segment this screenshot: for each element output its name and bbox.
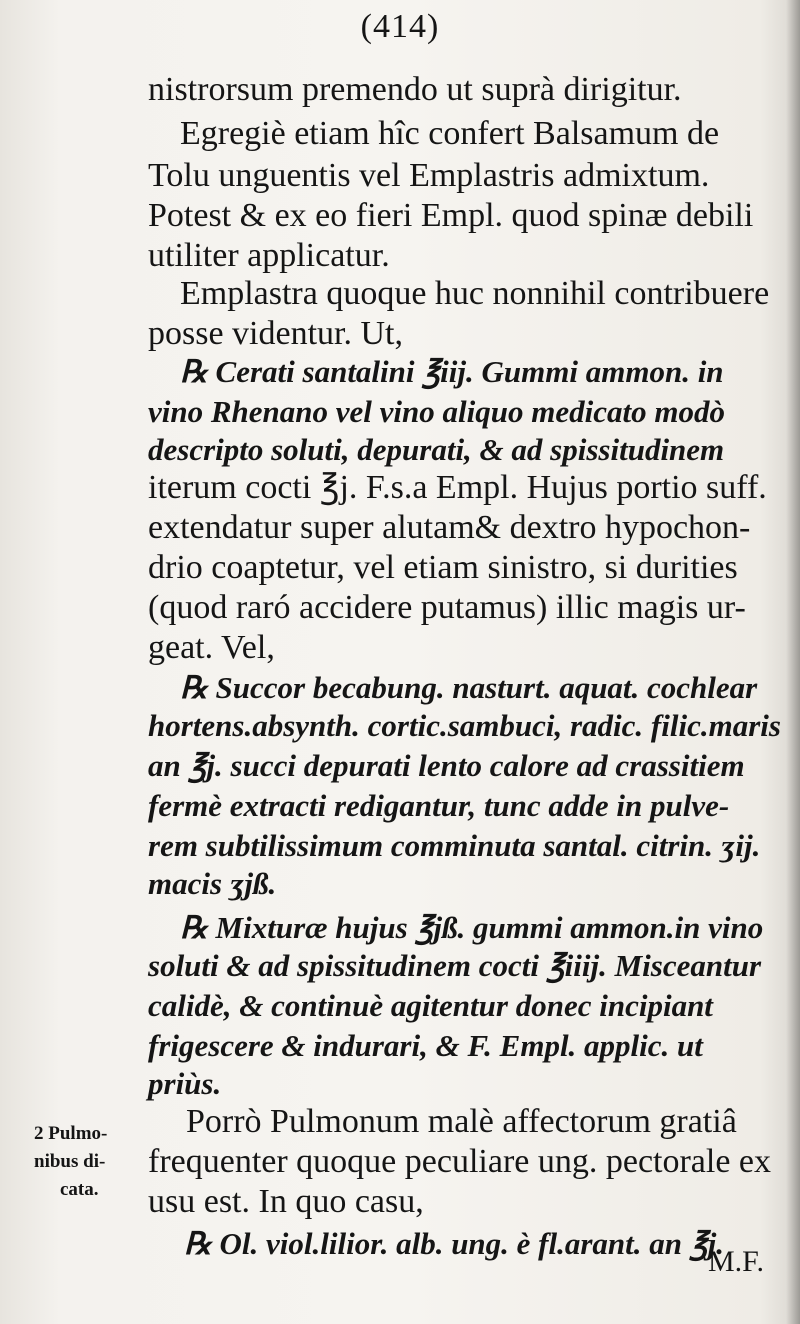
text-line: extendatur super alutam& dextro hypochon- xyxy=(148,509,751,546)
text-line: fermè extracti redigantur, tunc adde in pulve- xyxy=(148,788,730,823)
text-line: (quod raró accidere putamus) illic magis ur- xyxy=(148,589,746,626)
page-edge-shadow xyxy=(786,0,800,1324)
text-line: ℞ Cerati santalini ℥iij. Gummi ammon. in xyxy=(180,354,724,389)
text-line: descripto soluti, depurati, & ad spissitudinem xyxy=(148,432,725,467)
text-line: Egregiè etiam hîc confert Balsamum de xyxy=(180,115,720,152)
text-line: Emplastra quoque huc nonnihil contribuere xyxy=(180,275,770,312)
margin-note-line: 2 Pulmo- xyxy=(34,1123,108,1144)
catchword: M.F. xyxy=(708,1245,764,1278)
text-line: Porrò Pulmonum malè affectorum gratiâ xyxy=(186,1103,737,1140)
text-line: ℞ Succor becabung. nasturt. aquat. cochlear xyxy=(180,670,758,705)
text-line: soluti & ad spissitudinem cocti ℥iiij. Misceantur xyxy=(148,948,762,983)
page-number: (414) xyxy=(360,8,440,45)
text-line: ℞ Ol. viol.lilior. alb. ung. è fl.arant. an ℥j. xyxy=(184,1226,725,1261)
text-line: vino Rhenano vel vino aliquo medicato modò xyxy=(148,394,725,429)
text-line: an ℥j. succi depurati lento calore ad crassitiem xyxy=(148,748,745,783)
margin-note-line: nibus di- xyxy=(34,1151,106,1172)
text-line: Potest & ex eo fieri Empl. quod spinæ debili xyxy=(148,197,754,234)
text-line: drio coaptetur, vel etiam sinistro, si durities xyxy=(148,549,738,586)
text-line: priùs. xyxy=(148,1066,222,1101)
text-line: macis ʒjß. xyxy=(148,866,277,901)
text-line: posse videntur. Ut, xyxy=(148,315,403,352)
text-line: hortens.absynth. cortic.sambuci, radic. filic.maris xyxy=(148,708,781,743)
text-line: calidè, & continuè agitentur donec incipiant xyxy=(148,988,713,1023)
text-line: rem subtilissimum comminuta santal. citrin. ʒij. xyxy=(148,828,761,863)
text-line: Tolu unguentis vel Emplastris admixtum. xyxy=(148,157,710,194)
margin-note-line: cata. xyxy=(60,1179,99,1200)
text-line: nistrorsum premendo ut suprà dirigitur. xyxy=(148,71,682,108)
text-line: iterum cocti ℥j. F.s.a Empl. Hujus portio suff. xyxy=(148,469,767,506)
text-line: geat. Vel, xyxy=(148,629,275,666)
text-line: usu est. In quo casu, xyxy=(148,1183,424,1220)
text-line: utiliter applicatur. xyxy=(148,237,390,274)
text-line: frigescere & indurari, & F. Empl. applic. ut xyxy=(148,1028,703,1063)
text-line: frequenter quoque peculiare ung. pectorale ex xyxy=(148,1143,772,1180)
text-line: ℞ Mixturæ hujus ℥jß. gummi ammon.in vino xyxy=(180,910,764,945)
